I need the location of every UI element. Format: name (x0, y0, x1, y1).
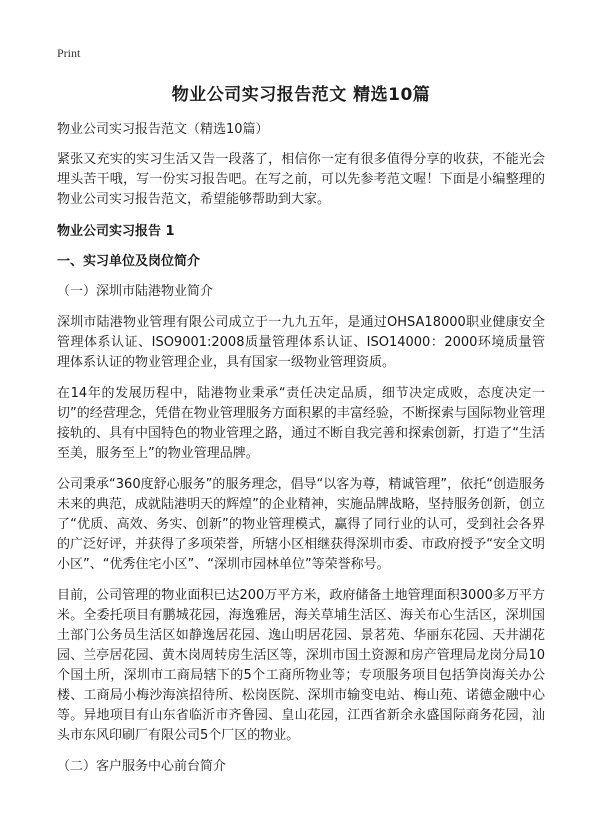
subsection-heading-company: （一）深圳市陆港物业简介 (57, 284, 214, 299)
paragraph-company-intro: 深圳市陆港物业管理有限公司成立于一九九五年，是通过OHSA18000职业健康安全管理体系认证、ISO9001:2008质量管理体系认证、ISO14000：2000环境质量管理体系认证的物业管理企业，具有国家一级物业管理资质。 (57, 315, 545, 370)
paragraph-service-concept: 公司秉承“360度舒心服务”的服务理念，倡导“以客为尊，精诚管理”，依托“创造服务未来的典范，成就陆港明天的辉煌”的企业精神，实施品牌战略，坚持服务创新，创立了“优质、高效、务实、创新”的物业管理模式，赢得了同行业的认可，受到社会各界的广泛好评，并获得了多项荣誉，所辖小区相继获得深圳市委、市政府授予“安全文明小区”、“优秀住宅小区”、“深圳市园林单位”等荣誉称号。 (57, 477, 545, 572)
paragraph-history: 在14年的发展历程中，陆港物业秉承“责任决定品质，细节决定成败，态度决定一切”的经营理念，凭借在物业管理服务方面积累的丰富经验，不断探索与国际物业管理接轨的、具有中国特色的物业管理之路，通过不断自我完善和探索创新，打造了“生活至美，服务至上”的物业管理品牌。 (57, 386, 545, 461)
paragraph-managed-projects: 目前，公司管理的物业面积已达200万平方米，政府储备土地管理面积3000多万平方米。全委托项目有鹏城花园，海逸雅居，海关草埔生活区、海关布心生活区，深圳国土部门公务员生活区如静逸居花园、逸山明居花园、景茗苑、华丽东花园、天井湖花园、兰亭居花园、黄木岗周转房生活区等，深圳市国土资源和房产管理局龙岗分局10个国土所，深圳市工商局辖下的5个工商所物业等；专项服务项目包括笋岗海关办公楼、工商局小梅沙海滨招待所、松岗医院、深圳市输变电站、梅山苑、诺德金融中心等。异地项目有山东省临沂市齐鲁园、皇山花园，江西省新余永盛国际商务花园，汕头市东风印刷厂有限公司5个厂区的物业。 (57, 588, 545, 743)
report-heading: 物业公司实习报告 1 (57, 224, 175, 239)
document-subtitle: 物业公司实习报告范文（精选10篇） (57, 122, 269, 137)
print-link[interactable]: Print (57, 46, 81, 60)
intro-paragraph: 紧张又充实的实习生活又告一段落了，相信你一定有很多值得分享的收获，不能光会埋头苦干哦，写一份实习报告吧。在写之前，可以先参考范文喔！下面是小编整理的物业公司实习报告范文，希望能够帮助到大家。 (57, 152, 545, 207)
section-heading: 一、实习单位及岗位简介 (57, 254, 201, 269)
document-body (57, 120, 545, 788)
document-title: 物业公司实习报告范文 精选10篇 (171, 85, 431, 105)
subsection-heading-front-desk: （二）客户服务中心前台简介 (57, 759, 227, 774)
